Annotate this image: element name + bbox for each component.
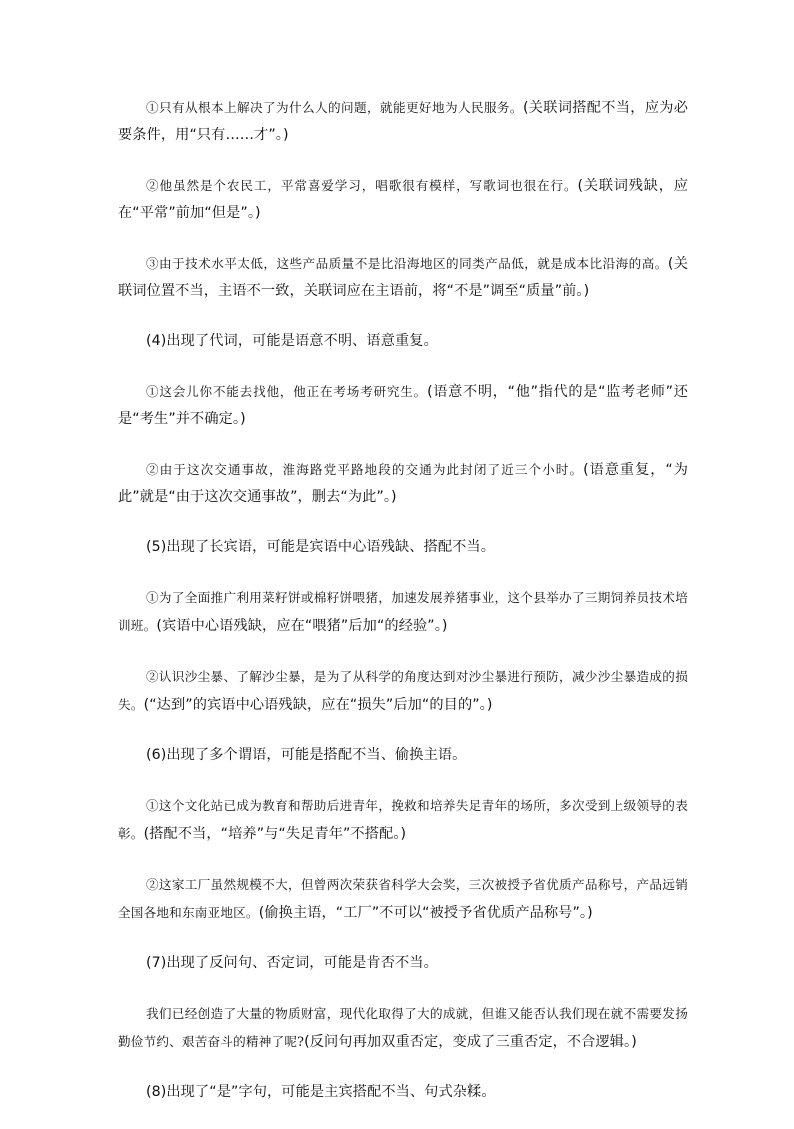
analysis-note: (关联词残缺，应在“平常”前加“但是”。) — [118, 178, 688, 221]
example-paragraph — [118, 172, 688, 227]
example-sentence: ②由于这次交通事故，淮海路党平路地段的交通为此封闭了近三个小时。 — [146, 462, 584, 477]
analysis-note: (偷换主语，“工厂”不可以“被授予省优质产品称号”。) — [258, 905, 593, 921]
example-paragraph — [118, 792, 688, 848]
document-body — [118, 94, 688, 1129]
example-sentence: ①这个文化站已成为教育和帮助后进青年，挽救和培养失足青年的场所，多次受到上级领导的表彰。 — [118, 798, 688, 841]
example-paragraph — [118, 1000, 688, 1056]
example-sentence: ①只有从根本上解决了为什么人的问题，就能更好地为人民服务。 — [146, 100, 523, 115]
example-sentence: ②这家工厂虽然规模不大，但曾两次荣获省科学大会奖，三次被授予省优质产品称号，产品远销全国各地和东南亚地区。 — [118, 877, 688, 920]
example-sentence: ②认识沙尘暴、了解沙尘暴，是为了从科学的角度达到对沙尘暴进行预防，减少沙尘暴造成的损失。 — [118, 669, 688, 712]
section-heading: (6)出现了多个谓语，可能是搭配不当、偷换主语。 — [146, 747, 467, 763]
analysis-note: (宾语中心语残缺，应在“喂猪”后加“的经验”。) — [156, 618, 448, 634]
example-paragraph — [118, 871, 688, 927]
analysis-note: (关联词搭配不当，应为必要条件，用“只有……才”。) — [118, 100, 688, 143]
analysis-note: (反问句再加双重否定，变成了三重否定，不合逻辑。) — [304, 1034, 637, 1050]
example-paragraph — [118, 94, 688, 149]
analysis-note: (关联词位置不当，主语不一致，关联词应在主语前，将“不是”调至“质量”前。) — [118, 256, 688, 299]
analysis-note: (搭配不当，“培养”与“失足青年”不搭配。) — [143, 826, 407, 842]
analysis-note: (语意不明，“他”指代的是“监考老师”还是“考生”并不确定。) — [118, 384, 689, 427]
analysis-note: (“达到”的宾语中心语残缺，应在“损失”后加“的目的”。) — [143, 697, 493, 713]
example-sentence: ①这会儿你不能去找他，他正在考场考研究生。 — [146, 384, 428, 399]
example-paragraph — [118, 378, 688, 433]
example-paragraph — [118, 584, 688, 640]
example-sentence: ③由于技术水平太低，这些产品质量不是比沿海地区的同类产品低，就是成本比沿海的高。 — [146, 256, 668, 271]
section-heading: (5)出现了长宾语，可能是宾语中心语残缺、搭配不当。 — [146, 539, 496, 555]
analysis-note: (语意重复，“为此”就是“由于这次交通事故”，删去“为此”。) — [118, 462, 688, 505]
example-sentence: ②他虽然是个农民工，平常喜爱学习，唱歌很有模样，写歌词也很在行。 — [146, 178, 578, 193]
example-paragraph — [118, 456, 688, 511]
section-heading: (7)出现了反问句、否定词，可能是肯否不当。 — [146, 955, 438, 971]
section-heading: (4)出现了代词，可能是语意不明、语意重复。 — [146, 333, 438, 349]
example-sentence: 我们已经创造了大量的物质财富，现代化取得了大的成就，但谁又能否认我们现在就不需要发扬勤俭节约、艰苦奋斗的精神了呢? — [118, 1006, 688, 1049]
example-paragraph — [118, 663, 688, 719]
section-heading: (8)出现了“是”字句，可能是主宾搭配不当、句式杂糅。 — [146, 1084, 496, 1100]
example-paragraph — [118, 250, 688, 305]
example-sentence: ①为了全面推广利用菜籽饼或棉籽饼喂猪，加速发展养猪事业，这个县举办了三期饲养员技术培训班。 — [118, 590, 688, 633]
